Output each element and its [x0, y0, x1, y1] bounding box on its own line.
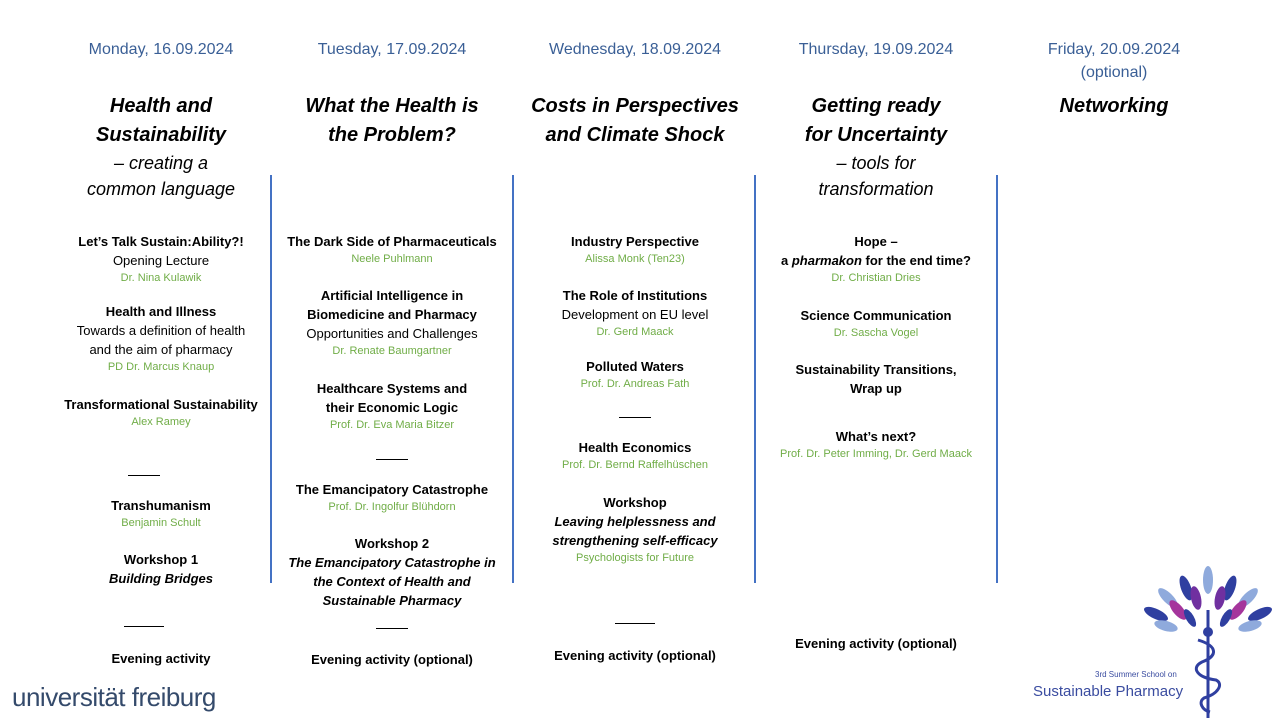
theme-title-line: What the Health is — [305, 95, 479, 117]
session-title: their Economic Logic — [325, 400, 459, 415]
day-date — [1000, 38, 1228, 84]
session — [518, 493, 752, 567]
session-title: Let’s Talk Sustain:Ability?! — [78, 234, 244, 249]
session-subtitle: Towards a definition of health — [76, 323, 246, 338]
day-theme — [518, 92, 752, 150]
theme-title-line: for Uncertainty — [804, 124, 948, 146]
session — [277, 534, 507, 610]
session — [518, 286, 752, 341]
session-title — [760, 251, 992, 270]
session-title: Health and Illness — [105, 304, 217, 319]
theme-subtitle-line: transformation — [818, 179, 934, 199]
break-divider — [124, 626, 164, 627]
session-title: Polluted Waters — [586, 359, 684, 374]
session-title: Artificial Intelligence in — [320, 288, 464, 303]
speaker: Benjamin Schult — [121, 517, 201, 529]
break-divider — [376, 628, 408, 629]
speaker: Neele Puhlmann — [351, 253, 433, 265]
speaker: PD Dr. Marcus Knaup — [107, 361, 215, 373]
session — [277, 480, 507, 516]
title-emphasis: pharmakon — [791, 253, 862, 268]
session-topic: Building Bridges — [109, 571, 213, 586]
session-title: Workshop — [603, 495, 667, 510]
break-divider — [376, 459, 408, 460]
day-date: Thursday, 19.09.2024 — [798, 41, 954, 58]
session-title: Transformational Sustainability — [64, 397, 258, 412]
session-subtitle: Development on EU level — [561, 307, 709, 322]
session-title: Hope – — [854, 234, 898, 249]
petal — [1203, 566, 1213, 594]
column-divider — [512, 175, 514, 583]
theme-subtitle-line: – creating a — [113, 153, 209, 173]
session-title: The Emancipatory Catastrophe — [295, 482, 489, 497]
day-date: Wednesday, 18.09.2024 — [549, 41, 721, 58]
session — [760, 360, 992, 398]
session — [277, 286, 507, 360]
theme-title-line: Getting ready — [811, 95, 941, 117]
session — [760, 306, 992, 342]
session — [45, 550, 277, 588]
day-date: Monday, 16.09.2024 — [88, 41, 234, 58]
session-title: The Role of Institutions — [562, 288, 708, 303]
column-divider — [754, 175, 756, 583]
speaker: Prof. Dr. Bernd Raffelhüschen — [562, 459, 708, 471]
university-logo: universität freiburg — [12, 682, 216, 712]
title-part: a — [781, 253, 792, 268]
session-title: Biomedicine and Pharmacy — [307, 307, 477, 322]
session — [518, 646, 752, 665]
session-title: Workshop 2 — [354, 536, 430, 551]
speaker: Prof. Dr. Peter Imming, Dr. Gerd Maack — [780, 448, 972, 460]
speaker: Dr. Renate Baumgartner — [332, 345, 452, 357]
session — [45, 232, 277, 287]
day-theme — [1000, 92, 1228, 121]
break-divider — [128, 475, 160, 476]
theme-title-line: Health and — [109, 95, 213, 117]
session-topic: The Emancipatory Catastrophe in — [288, 555, 496, 570]
theme-title-line: Networking — [1059, 95, 1169, 117]
session — [45, 302, 277, 376]
speaker: Prof. Dr. Andreas Fath — [580, 378, 690, 390]
session — [760, 634, 992, 653]
session-title: Industry Perspective — [571, 234, 699, 249]
session-title: Healthcare Systems and — [316, 381, 468, 396]
theme-title-line: Sustainability — [95, 124, 227, 146]
staff-of-asclepius — [1196, 610, 1219, 718]
speaker: Dr. Christian Dries — [831, 272, 921, 284]
session-title: Workshop 1 — [123, 552, 199, 567]
theme-title-line: Costs in Perspectives — [531, 95, 739, 117]
session — [45, 395, 277, 431]
day-date-note: (optional) — [1080, 64, 1148, 81]
session-title: Evening activity (optional) — [554, 648, 716, 663]
speaker: Psychologists for Future — [576, 552, 694, 564]
session — [277, 232, 507, 268]
speaker: Prof. Dr. Eva Maria Bitzer — [329, 419, 455, 431]
day-theme — [277, 92, 507, 150]
day-date-text: Friday, 20.09.2024 — [1047, 41, 1181, 58]
school-subtitle: 3rd Summer School on — [1095, 670, 1177, 679]
speaker: Alissa Monk (Ten23) — [585, 253, 685, 265]
column-divider — [996, 175, 998, 583]
session-title: Evening activity (optional) — [795, 636, 957, 651]
session-title: Health Economics — [578, 440, 692, 455]
session-subtitle: Opportunities and Challenges — [306, 326, 478, 341]
session-title: Evening activity — [111, 651, 211, 666]
session-title: Evening activity (optional) — [311, 652, 473, 667]
session — [277, 379, 507, 434]
column-divider — [270, 175, 272, 583]
break-divider — [615, 623, 655, 624]
session — [760, 427, 992, 463]
theme-subtitle-line: common language — [86, 179, 236, 199]
session-topic: Leaving helplessness and — [554, 514, 716, 529]
session-subtitle: and the aim of pharmacy — [89, 342, 233, 357]
day-date: Tuesday, 17.09.2024 — [317, 41, 467, 58]
session — [45, 496, 277, 532]
session — [518, 232, 752, 268]
speaker: Alex Ramey — [131, 416, 191, 428]
speaker: Prof. Dr. Ingolfur Blühdorn — [328, 501, 456, 513]
session-topic: strengthening self-efficacy — [552, 533, 718, 548]
session-title: Wrap up — [850, 381, 902, 396]
break-divider — [619, 417, 651, 418]
theme-title-line: the Problem? — [328, 124, 456, 146]
title-part: for the end time? — [861, 253, 971, 268]
session — [518, 357, 752, 393]
session — [277, 650, 507, 669]
speaker: Dr. Nina Kulawik — [120, 272, 202, 284]
session-subtitle: Opening Lecture — [112, 253, 210, 268]
day-theme — [760, 92, 992, 202]
session-topic: Sustainable Pharmacy — [322, 593, 462, 608]
session — [518, 438, 752, 474]
session-title: Sustainability Transitions, — [795, 362, 957, 377]
theme-subtitle-line: – tools for — [836, 153, 916, 173]
speaker: Dr. Sascha Vogel — [833, 327, 919, 339]
day-theme — [45, 92, 277, 202]
session-title: What’s next? — [835, 429, 917, 444]
session-title: The Dark Side of Pharmaceuticals — [287, 234, 497, 249]
speaker: Dr. Gerd Maack — [596, 326, 674, 338]
session-title: Transhumanism — [111, 498, 211, 513]
theme-title-line: and Climate Shock — [545, 124, 725, 146]
session-title: Science Communication — [800, 308, 952, 323]
session — [45, 649, 277, 668]
session — [760, 232, 992, 287]
school-title: Sustainable Pharmacy — [1033, 683, 1184, 700]
session-topic: the Context of Health and — [313, 574, 471, 589]
